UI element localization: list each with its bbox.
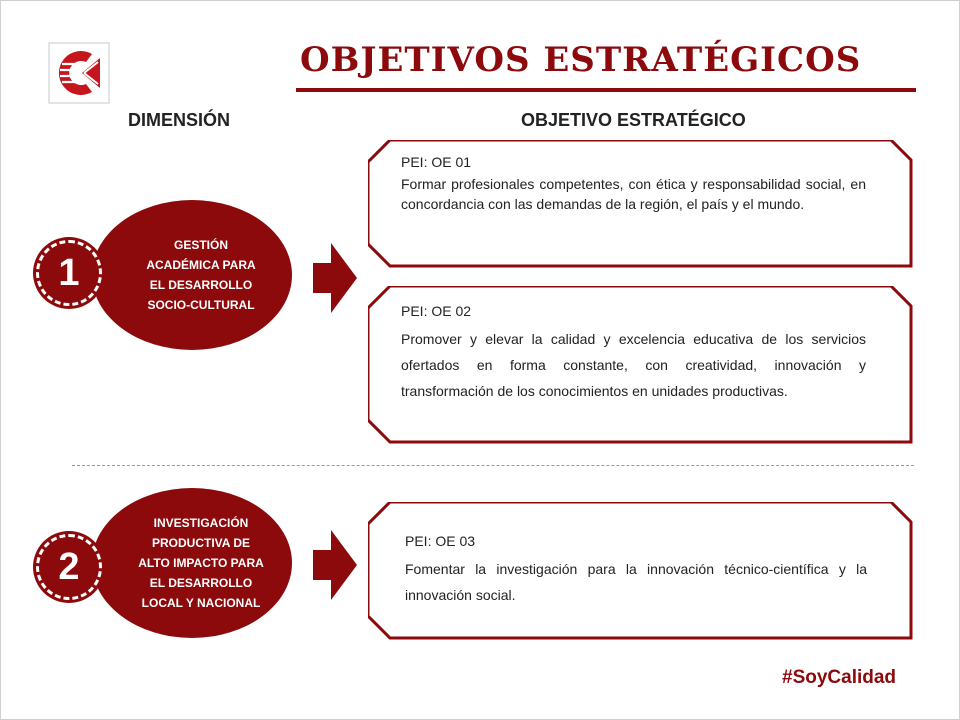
objective-card-oe03 <box>368 502 913 640</box>
dimension-1-label: GESTIÓN ACADÉMICA PARA EL DESARROLLO SOCIO-CULTURAL <box>146 238 256 312</box>
objective-card-oe01 <box>368 140 913 268</box>
dimension-column-header: DIMENSIÓN <box>128 110 231 130</box>
objective-card-oe02 <box>368 286 913 444</box>
objective-code: PEI: OE 03 <box>405 533 476 549</box>
dimension-2-number: 2 <box>58 545 80 588</box>
dimension-2-ellipse <box>92 488 292 638</box>
objective-column-header: OBJETIVO ESTRATÉGICO <box>521 110 746 130</box>
dimension-2-label: INVESTIGACIÓN PRODUCTIVA DE ALTO IMPACTO PARA EL DESARROLLO LOCAL Y NACIONAL <box>138 516 264 610</box>
page-title: OBJETIVOS ESTRATÉGICOS <box>300 40 862 80</box>
institution-logo-icon <box>48 42 110 104</box>
objective-description: Fomentar la investigación para la innovación técnico-científica y la innovación social. <box>405 561 867 603</box>
dimension-1-number-badge <box>36 240 102 306</box>
arrow-right-icon <box>313 530 357 600</box>
dimension-1-ellipse <box>92 200 292 350</box>
objective-code: PEI: OE 01 <box>401 154 472 170</box>
objective-code: PEI: OE 02 <box>401 303 472 319</box>
objective-description: Formar profesionales competentes, con ética y responsabilidad social, en concordancia con las demandas de la región, el país y el mundo. <box>401 176 866 212</box>
title-underline <box>296 88 916 92</box>
objective-description: Promover y elevar la calidad y excelencia educativa de los servicios ofertados en forma constante, con creatividad, innovación y transformación de los conocimientos en unidades productivas. <box>401 331 866 399</box>
dimension-1-number: 1 <box>58 251 80 294</box>
arrow-right-icon <box>313 243 357 313</box>
dimension-2-number-badge <box>36 534 102 600</box>
hashtag-label: #SoyCalidad <box>782 667 897 688</box>
section-divider <box>72 465 914 466</box>
